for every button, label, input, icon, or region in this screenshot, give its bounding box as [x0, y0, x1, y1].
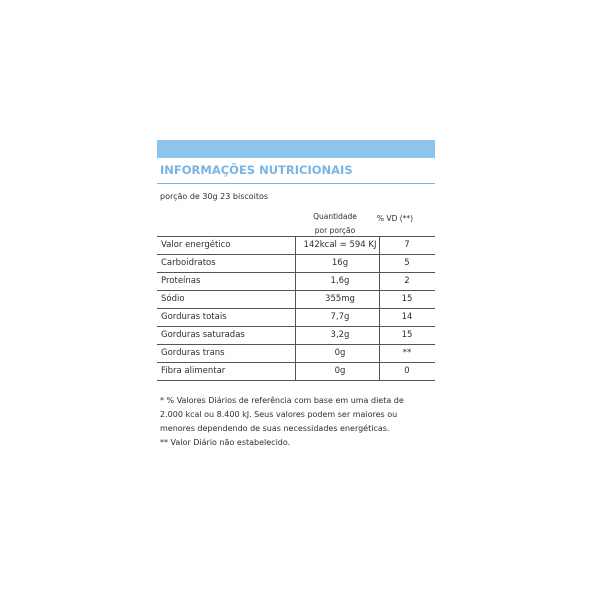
- nutrient-name: Gorduras trans: [161, 348, 225, 358]
- quantity-header-line1: Quantidade: [313, 212, 357, 221]
- nutrient-name: Gorduras totais: [161, 312, 227, 322]
- nutrient-quantity: 7,7g: [330, 312, 350, 322]
- table-row: [157, 255, 435, 273]
- nutrient-quantity: 355mg: [325, 294, 355, 304]
- table-row: [157, 309, 435, 327]
- nutrient-quantity: 3,2g: [330, 330, 350, 340]
- header-bar: [157, 140, 435, 158]
- table-column-headers: [157, 210, 435, 236]
- nutrient-daily-value: 15: [401, 330, 413, 340]
- nutrient-daily-value: 15: [401, 294, 413, 304]
- footnote-line: * % Valores Diários de referência com base em uma dieta de: [160, 396, 404, 405]
- daily-value-column-header: % VD (**): [376, 214, 414, 223]
- title-divider: [157, 183, 435, 184]
- nutrient-daily-value: 5: [404, 258, 410, 268]
- nutrient-daily-value: **: [402, 348, 412, 358]
- nutrient-daily-value: 2: [404, 276, 410, 286]
- nutrient-quantity: 1,6g: [330, 276, 350, 286]
- nutrition-facts-panel: [157, 140, 435, 450]
- nutrient-name: Fibra alimentar: [161, 366, 226, 376]
- nutrition-title: INFORMAÇÕES NUTRICIONAIS: [160, 163, 353, 177]
- nutrient-daily-value: 0: [404, 366, 410, 376]
- table-row: [157, 363, 435, 381]
- table-row: [157, 273, 435, 291]
- table-row: [157, 345, 435, 363]
- nutrient-quantity: 0g: [334, 366, 346, 376]
- nutrient-quantity: 142kcal = 594 KJ: [303, 240, 377, 250]
- nutrition-table: [157, 236, 435, 381]
- table-row: [157, 291, 435, 309]
- footnote-line: ** Valor Diário não estabelecido.: [160, 438, 291, 447]
- footnote-line: menores dependendo de suas necessidades energéticas.: [160, 424, 390, 433]
- nutrient-quantity: 0g: [334, 348, 346, 358]
- footnote-line: 2.000 kcal ou 8.400 kJ. Seus valores podem ser maiores ou: [160, 410, 398, 419]
- nutrient-daily-value: 7: [404, 240, 410, 250]
- footnotes: [157, 394, 435, 450]
- table-row: [157, 327, 435, 345]
- nutrient-name: Proteínas: [161, 276, 201, 286]
- table-row: [157, 237, 435, 255]
- nutrient-name: Carboidratos: [161, 258, 216, 268]
- quantity-header-line2: por porção: [314, 226, 356, 235]
- quantity-column-header: [305, 210, 365, 238]
- nutrient-name: Valor energético: [161, 240, 231, 250]
- nutrient-name: Gorduras saturadas: [161, 330, 245, 340]
- nutrient-daily-value: 14: [401, 312, 413, 322]
- nutrient-name: Sódio: [161, 294, 185, 304]
- portion-size: porção de 30g 23 biscoitos: [160, 192, 269, 201]
- nutrient-quantity: 16g: [331, 258, 349, 268]
